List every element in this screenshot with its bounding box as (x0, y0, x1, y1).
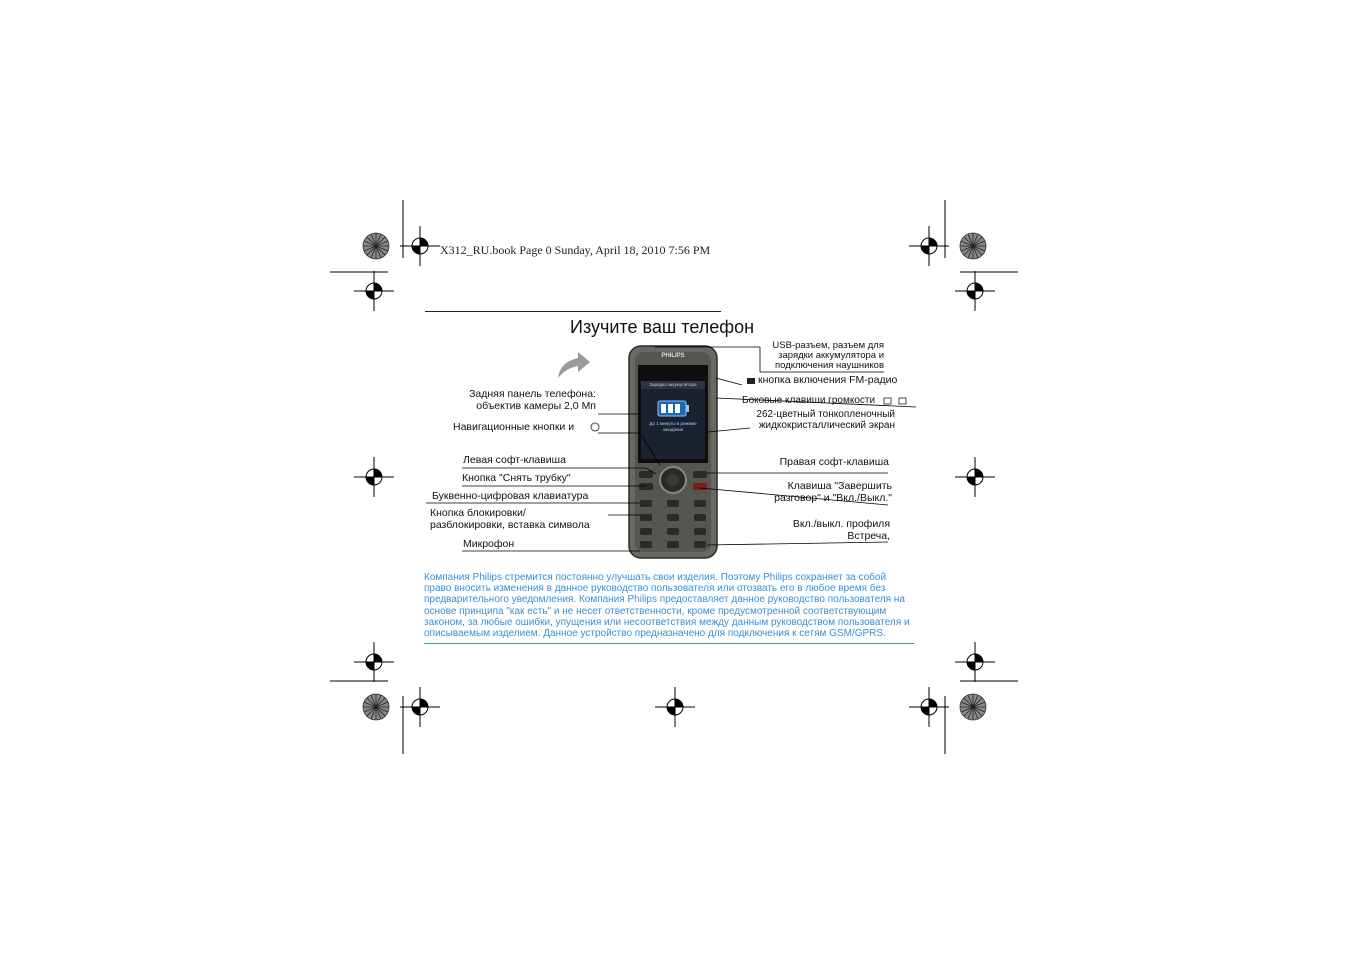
curved-arrow-icon (558, 352, 590, 378)
nav-ok-icon (667, 474, 679, 486)
label-end-key: Клавиша "Завершить разговор" и "Вкл./Выкл." (774, 480, 892, 504)
registration-mark-icon (655, 687, 695, 727)
registration-mark-icon (909, 687, 949, 727)
volume-down-icon (899, 398, 906, 404)
registration-mark-icon (354, 457, 394, 497)
starburst-mark-icon (960, 233, 986, 259)
volume-up-icon (884, 398, 891, 404)
screen-message: До 1 минуты в режиме ожидания (649, 421, 697, 432)
starburst-mark-icon (363, 694, 389, 720)
label-volume: Боковые клавиши громкости (742, 395, 876, 406)
registration-mark-icon (354, 642, 394, 682)
print-header: X312_RU.book Page 0 Sunday, April 18, 2010 7:56 PM (440, 243, 711, 257)
label-keypad: Буквенно-цифровая клавиатура (432, 490, 589, 502)
label-screen: 262-цветный тонкопленочный жидкокристаллический экран (756, 409, 895, 431)
phone-illustration (629, 346, 717, 558)
title-divider (425, 311, 721, 312)
page-title: Изучите ваш телефон (570, 317, 755, 337)
label-fm: кнопка включения FM-радио (758, 374, 898, 386)
registration-mark-icon (955, 457, 995, 497)
registration-mark-icon (955, 271, 995, 311)
registration-mark-icon (354, 271, 394, 311)
disclaimer-divider (424, 643, 914, 644)
label-left-soft: Левая софт-клавиша (463, 454, 566, 466)
label-right-soft: Правая софт-клавиша (779, 456, 889, 468)
screen-caption: Зарядка аккумулятора (649, 382, 697, 387)
registration-mark-icon (909, 226, 949, 266)
label-lock-key: Кнопка блокировки/ разблокировки, вставка символа (430, 507, 590, 531)
disclaimer-text: Компания Philips стремится постоянно улучшать свои изделия. Поэтому Philips сохраняет за собой право вносить изменения в данное руководство пользователя или отозвать его в любое время без предварительного уведомления. Компания Philips предоставляет данное руководство пользователя на основе принципа "как есть" и не несет ответственности, кроме предусмотренной соответствующим законом, за любые ошибки, упущения или несоответствия между данным руководством пользователя и описываемым изделием. Данное устройство предназначено для подключения к сетям GSM/GPRS. (424, 572, 910, 640)
registration-mark-icon (400, 226, 440, 266)
starburst-mark-icon (363, 233, 389, 259)
radio-icon (747, 378, 755, 384)
phone-brand: PHILIPS (661, 353, 685, 359)
registration-mark-icon (955, 642, 995, 682)
starburst-mark-icon (960, 694, 986, 720)
nav-key-icon (591, 423, 599, 431)
label-profile: Вкл./выкл. профиля Встреча, (792, 518, 890, 542)
label-usb: USB-разъем, разъем для зарядки аккумулятора и подключения наушников (772, 340, 884, 371)
label-call-key: Кнопка "Снять трубку" (462, 472, 571, 484)
label-rear-panel: Задняя панель телефона: объектив камеры 2,0 Мп (469, 388, 596, 412)
label-microphone: Микрофон (463, 538, 515, 550)
label-nav-keys: Навигационные кнопки и (453, 421, 575, 433)
registration-mark-icon (400, 687, 440, 727)
